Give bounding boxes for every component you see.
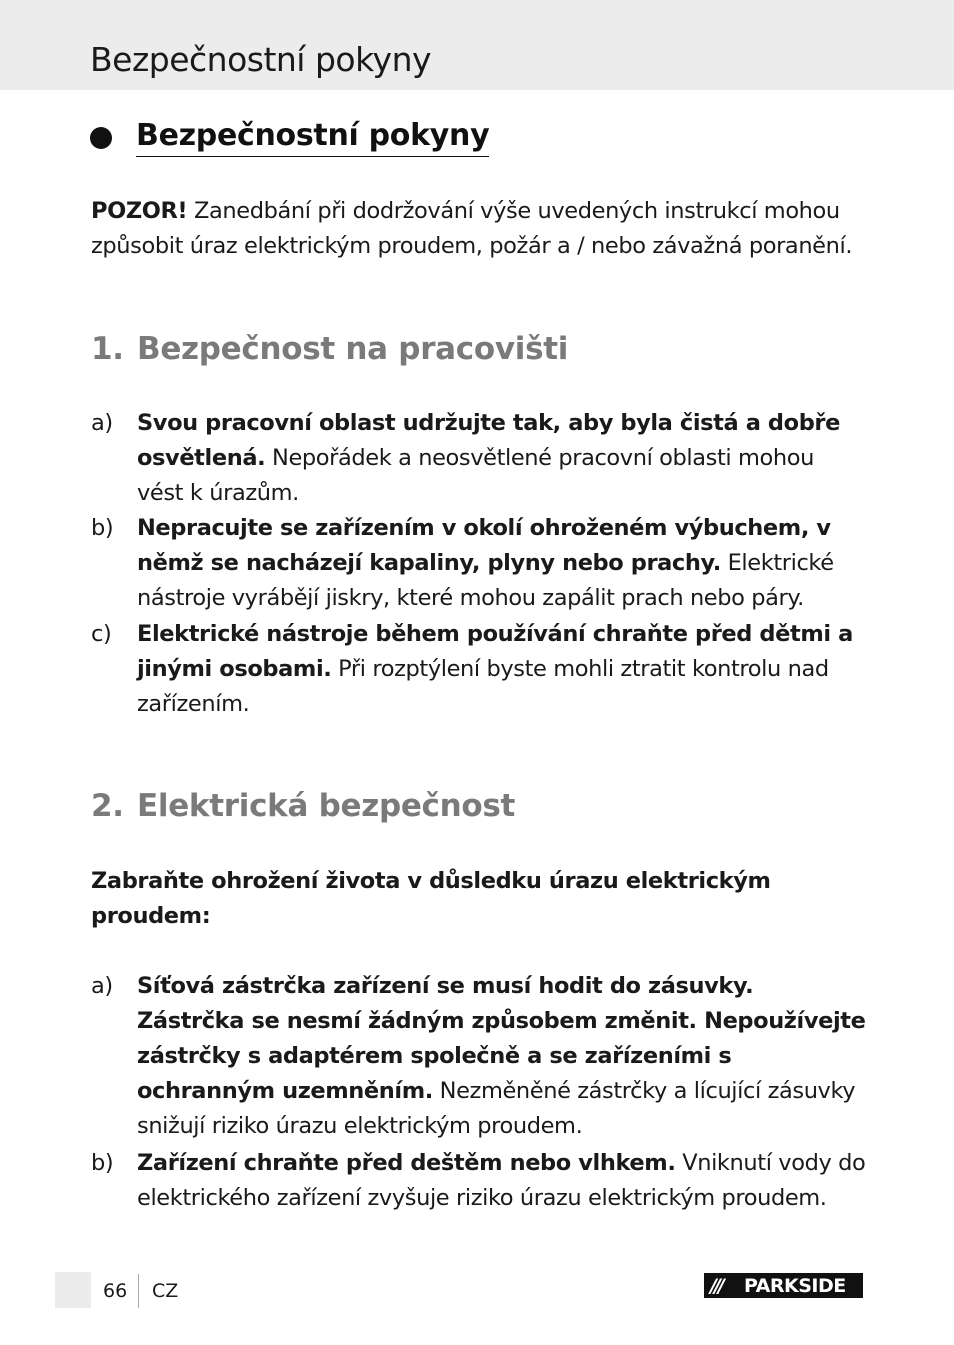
list-item-text: Elektrické nástroje vyrábějí jiskry, které mohou zapálit prach nebo páry.: [137, 550, 834, 611]
list-item: [91, 617, 866, 722]
list-item-text: Při rozptýlení byste mohli ztratit kontrolu nad zařízením.: [137, 656, 829, 717]
list-item-bold: Zařízení chraňte před deštěm nebo vlhkem.: [137, 1150, 676, 1176]
logo-text: PARKSIDE: [744, 1274, 846, 1297]
electrical-heading: [91, 788, 515, 824]
list-marker: a): [91, 973, 113, 999]
electrical-number: 2.: [91, 788, 124, 824]
electrical-intro: Zabraňte ohrožení života v důsledku úrazu elektrickým proudem:: [91, 868, 771, 929]
logo-slashes: ///: [710, 1274, 722, 1297]
footer-divider: [138, 1274, 139, 1308]
section-heading: [90, 118, 489, 157]
warning-paragraph: [91, 194, 866, 264]
list-item-text: Nepořádek a neosvětlené pracovní oblasti mohou vést k úrazům.: [137, 445, 814, 506]
parkside-logo: [704, 1273, 863, 1298]
list-item-text: Vniknutí vody do elektrického zařízení zvyšuje riziko úrazu elektrickým proudem.: [137, 1150, 866, 1211]
list-item: [91, 406, 866, 511]
workplace-number: 1.: [91, 331, 124, 367]
list-item: [91, 511, 866, 616]
language-code: CZ: [152, 1280, 179, 1302]
workplace-heading: [91, 331, 568, 367]
page-header-title: Bezpečnostní pokyny: [90, 40, 432, 79]
section-title: Bezpečnostní pokyny: [136, 118, 489, 157]
warning-text: Zanedbání při dodržování výše uvedených instrukcí mohou způsobit úraz elektrickým proudem, požár a / nebo závažná poranění.: [91, 198, 853, 259]
electrical-title: Elektrická bezpečnost: [137, 788, 516, 824]
list-item-bold: Elektrické nástroje během používání chraňte před dětmi a jinými osobami.: [137, 621, 853, 682]
list-item: [91, 1146, 866, 1216]
list-marker: b): [91, 1150, 114, 1176]
list-item-bold: Nepracujte se zařízením v okolí ohroženém výbuchem, v němž se nacházejí kapaliny, plyny nebo prachy.: [137, 515, 831, 576]
list-marker: b): [91, 515, 114, 541]
list-item-bold: Svou pracovní oblast udržujte tak, aby byla čistá a dobře osvětlená.: [137, 410, 840, 471]
list-item-text: Nezměněné zástrčky a lícující zásuvky snižují riziko úrazu elektrickým proudem.: [137, 1078, 856, 1139]
bullet-dot-icon: [90, 127, 112, 149]
workplace-title: Bezpečnost na pracovišti: [137, 331, 569, 367]
list-item-bold: Síťová zástrčka zařízení se musí hodit do zásuvky. Zástrčka se nesmí žádným způsobem změnit. Nepoužívejte zástrčky s adaptérem společně a se zařízeními s ochranným uzemněním.: [137, 973, 866, 1104]
list-item: [91, 969, 866, 1144]
footer-tab-box: [55, 1272, 91, 1308]
list-marker: c): [91, 621, 112, 647]
warning-label: POZOR!: [91, 198, 188, 224]
list-marker: a): [91, 410, 113, 436]
page-number: 66: [103, 1280, 128, 1302]
